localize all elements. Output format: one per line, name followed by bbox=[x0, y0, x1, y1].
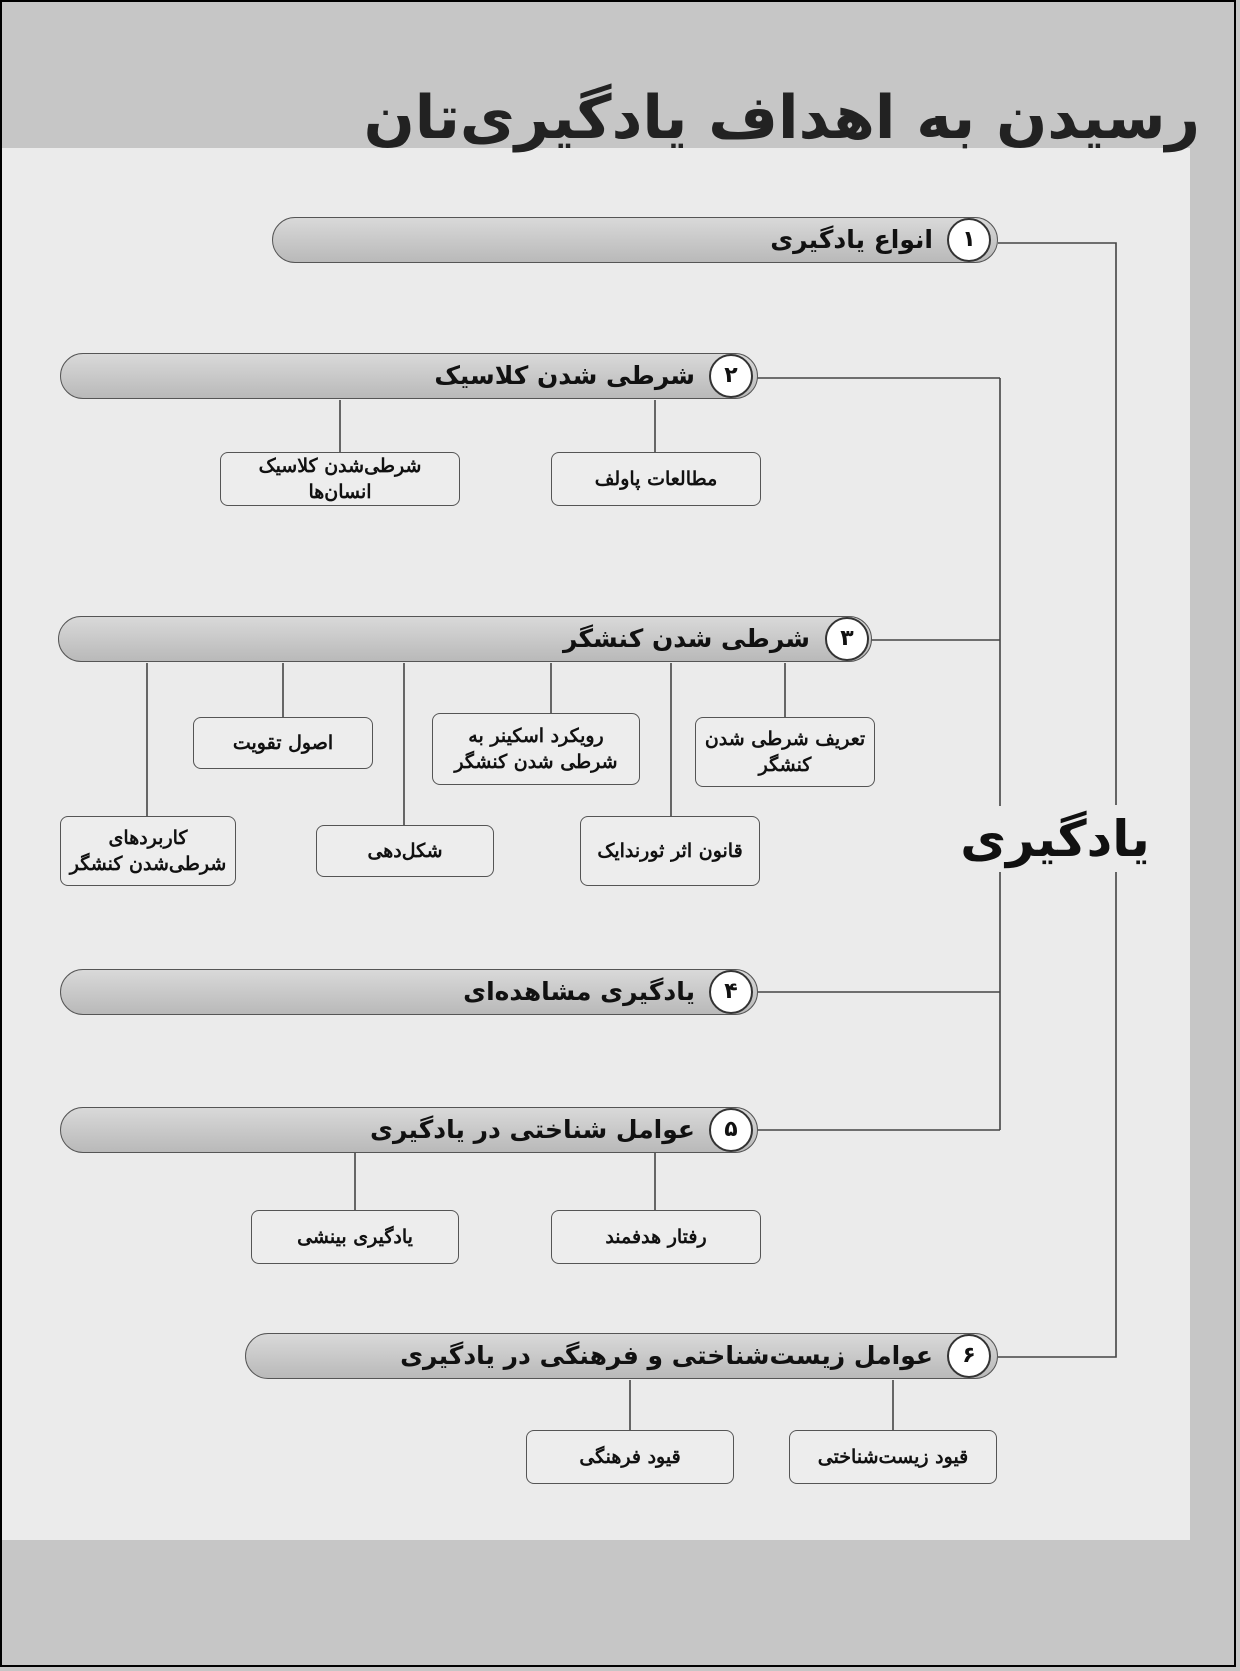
child-box-reinforcement: اصول تقویت bbox=[193, 717, 373, 769]
section-label-6: عوامل زیست‌شناختی و فرهنگی در یادگیری bbox=[400, 1341, 933, 1370]
child-box-biological-constraints: قیود زیست‌شناختی bbox=[789, 1430, 997, 1484]
section-number-1: ۱ bbox=[947, 218, 991, 262]
child-box-operant-definition: تعریف شرطی شدن کنشگر bbox=[695, 717, 875, 787]
section-number-3: ۳ bbox=[825, 617, 869, 661]
section-label-3: شرطی شدن کنشگر bbox=[562, 624, 810, 653]
child-box-insight-learning: یادگیری بینشی bbox=[251, 1210, 459, 1264]
section-label-5: عوامل شناختی در یادگیری bbox=[370, 1115, 695, 1144]
child-box-operant-applications: کاربردهای شرطی‌شدن کنشگر bbox=[60, 816, 236, 886]
section-label-1: انواع یادگیری bbox=[770, 225, 933, 254]
child-box-pavlov: مطالعات پاولف bbox=[551, 452, 761, 506]
child-box-skinner: رویکرد اسکینر به شرطی شدن کنشگر bbox=[432, 713, 640, 785]
section-number-4: ۴ bbox=[709, 970, 753, 1014]
section-number-6: ۶ bbox=[947, 1334, 991, 1378]
child-box-human-classical: شرطی‌شدن کلاسیک انسان‌ها bbox=[220, 452, 460, 506]
section-number-2: ۲ bbox=[709, 354, 753, 398]
section-label-2: شرطی شدن کلاسیک bbox=[434, 361, 695, 390]
child-box-cultural-constraints: قیود فرهنگی bbox=[526, 1430, 734, 1484]
child-box-thorndike: قانون اثر ثورندایک bbox=[580, 816, 760, 886]
section-label-4: یادگیری مشاهده‌ای bbox=[463, 977, 695, 1006]
root-label-learning: یادگیری bbox=[955, 806, 1155, 872]
section-number-5: ۵ bbox=[709, 1108, 753, 1152]
child-box-purposive-behavior: رفتار هدفمند bbox=[551, 1210, 761, 1264]
child-box-shaping: شکل‌دهی bbox=[316, 825, 494, 877]
page-title: رسیدن به اهداف یادگیری‌تان bbox=[363, 83, 1200, 153]
